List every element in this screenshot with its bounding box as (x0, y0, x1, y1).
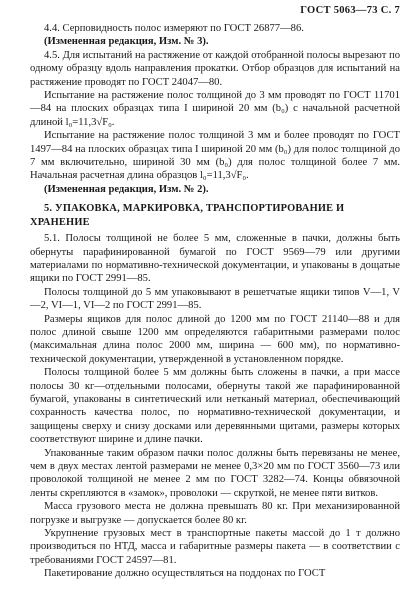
page-header: ГОСТ 5063—73 С. 7 (300, 5, 400, 16)
paragraph-crates: Полосы толщиной до 5 мм упаковывают в решетчатые ящики типов V—1, V—2, VI—1, VI—2 по ГОСТ 2991—85. (30, 286, 400, 312)
paragraph-packets: Укрупнение грузовых мест в транспортные пакеты массой до 1 т должно производиться по НТД, масса и габаритные размеры пакета — в соответствии с требованиями ГОСТ 24597—81. (30, 528, 400, 566)
paragraph-pallets: Пакетирование должно осуществляться на поддонах по ГОСТ (44, 568, 326, 580)
paragraph-binding: Упакованные таким образом пачки полос должны быть перевязаны не менее, чем в двух местах лентой размерами не менее 0,3×20 мм по ГОСТ 3560—73 или проволокой толщиной не менее 2 мм по ГОСТ 3282—74. Концы обвязочной ленты скрепляются в «замок», проволоки — скруткой, не менее пяти витков. (30, 447, 400, 499)
amendment-note: (Измененная редакция, Изм. № 2). (44, 183, 209, 195)
section-heading: 5. УПАКОВКА, МАРКИРОВКА, ТРАНСПОРТИРОВАНИЕ И ХРАНЕНИЕ (30, 203, 345, 228)
paragraph-mass: Масса грузового места не должна превышать 80 кг. При механизированной погрузке и выгрузке — допускается более 80 кг. (30, 501, 400, 526)
paragraph-crate-sizes: Размеры ящиков для полос длиной до 1200 мм по ГОСТ 21140—88 и для полос длиной свыше 1200 мм определяются габаритными размерами полос (максимальная длина полос 2000 мм, ширина — 600 мм), по нормативно-технической документации, утвержденной в установленном порядке. (30, 313, 400, 365)
paragraph-tensile-thick: Испытание на растяжение полос толщиной 3 мм и более проводят по ГОСТ 1497—84 на плоских образцах типа I шириной 20 мм (b₀) для полос толщиной до 7 мм включительно, шириной 30 мм (b₀) для полос толщиной более 7 мм. Начальная расчетная длина образцов l₀=11,3√F₀. (30, 130, 400, 182)
paragraph-thick-strips: Полосы толщиной более 5 мм должны быть сложены в пачки, а при массе полосы 30 кг—отдельными полосами, обернуты такой же парафинированной бумагой, упакованы в синтетический или нетканый материал, обеспечивающий сохранность качества полос, по нормативно-технической документации, и защищены сверху и снизу досками или деревянными щитами, размеры которых соответствуют ширине и длине пачки. (30, 367, 400, 446)
paragraph-4-5: 4.5. Для испытаний на растяжение от каждой отобранной полосы вырезают по одному образцу вдоль направления прокатки. Отбор образцов для испытаний на растяжение проводят по ГОСТ 24047—80. (30, 49, 400, 88)
paragraph-5-1: 5.1. Полосы толщиной не более 5 мм, сложенные в пачки, должны быть обернуты парафинированной бумагой по ГОСТ 9569—79 или другими материалами по нормативно-технической документации, и упакованы в дощатые ящики по ГОСТ 2991—85. (30, 233, 400, 285)
amendment-note: (Измененная редакция, Изм. № 3). (44, 36, 209, 48)
document-body (30, 22, 400, 581)
paragraph-4-4: 4.4. Серповидность полос измеряют по ГОСТ 26877—86. (44, 23, 304, 34)
paragraph-tensile-thin: Испытание на растяжение полос толщиной до 3 мм проводят по ГОСТ 11701—84 на плоских образцах типа I шириной 20 мм (b₀) с начальной расчетной длиной l₀=11,3√F₀. (30, 90, 400, 128)
